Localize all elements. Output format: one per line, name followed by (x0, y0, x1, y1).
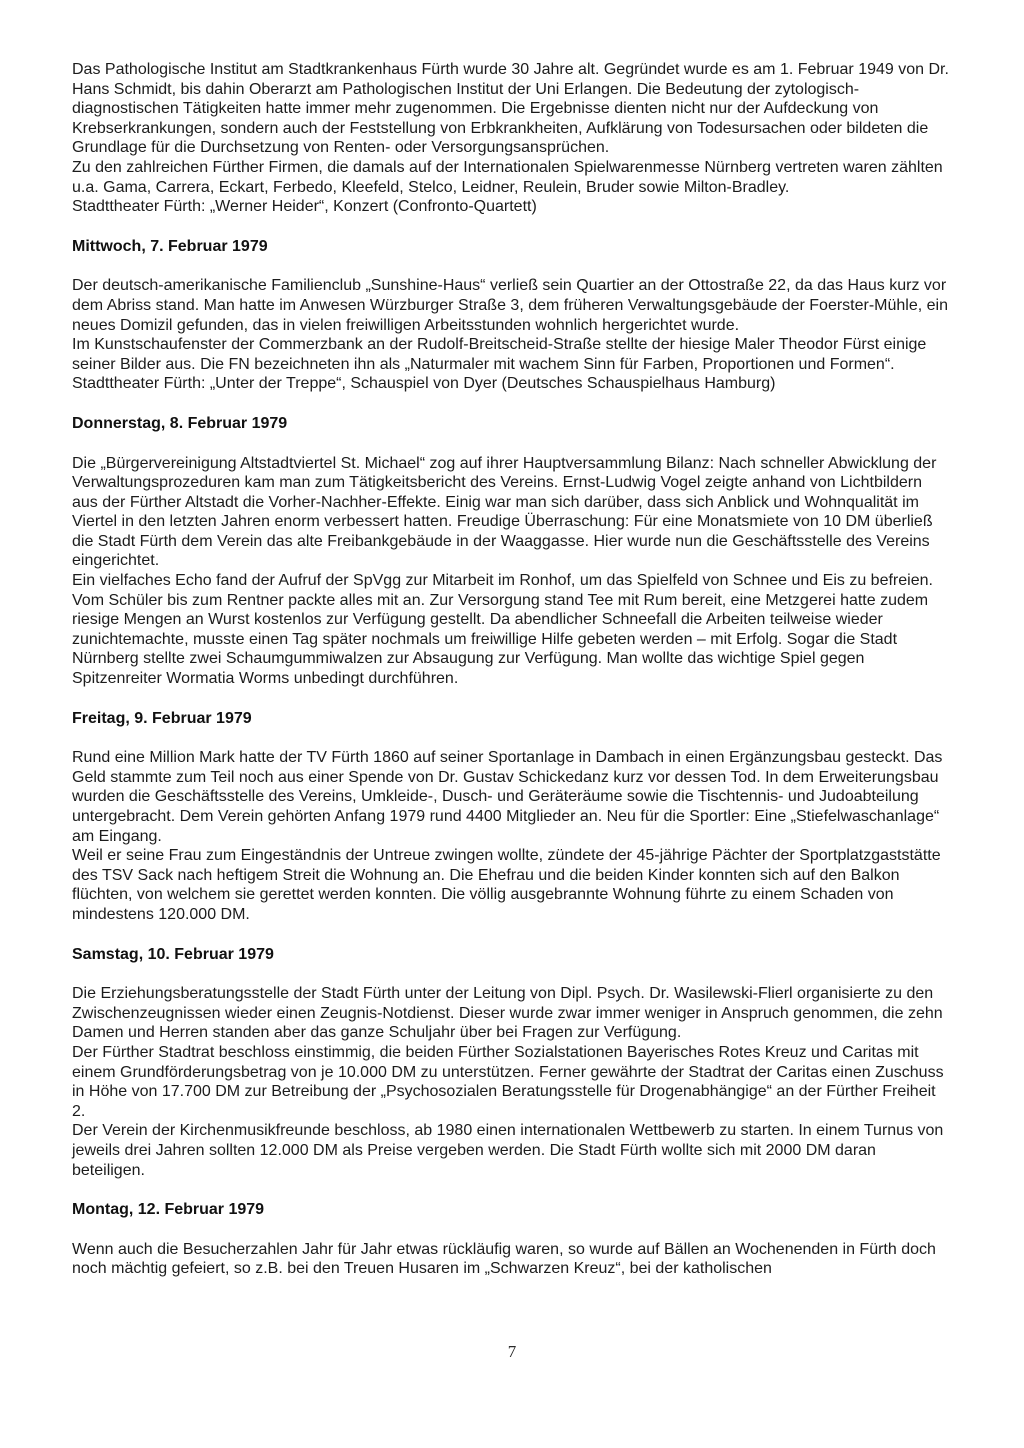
paragraph: Zu den zahlreichen Fürther Firmen, die damals auf der Internationalen Spielwarenmesse Nürnberg vertreten waren zählten u.a. Gama, Carrera, Eckart, Ferbedo, Kleefeld, Stelco, Leidner, Reulein, Bruder sowie Milton-Bradley. (72, 158, 943, 196)
paragraph: Der Fürther Stadtrat beschloss einstimmig, die beiden Fürther Sozialstationen Bayerisches Rotes Kreuz und Caritas mit einem Grundförderungsbetrag von je 10.000 DM zu unterstützen. Ferner gewährte der Stadtrat der Caritas einen Zuschuss in Höhe von 17.700 DM zur Betreibung der „Psychosozialen Beratungsstelle für Drogenabhängige“ an der Fürther Freiheit 2. (72, 1043, 944, 1120)
paragraph: Die Erziehungsberatungsstelle der Stadt Fürth unter der Leitung von Dipl. Psych. Dr. Wasilewski-Flierl organisierte zu den Zwischenzeugnissen wieder einen Zeugnis-Notdienst. Dieser wurde zwar immer weniger in Anspruch genommen, die zehn Damen und Herren standen aber das ganze Schuljahr über bei Fragen zur Verfügung. (72, 985, 943, 1042)
section-heading-donnerstag: Donnerstag, 8. Februar 1979 (72, 414, 288, 432)
paragraph: Der deutsch-amerikanische Familienclub „Sunshine-Haus“ verließ sein Quartier an der Ottostraße 22, da das Haus kurz vor dem Abriss stand. Man hatte im Anwesen Würzburger Straße 3, dem früheren Verwaltungsgebäude der Foerster-Mühle, ein neues Domizil gefunden, das in vielen freiwilligen Arbeitsstunden wohnlich hergerichtet wurde. (72, 277, 948, 334)
paragraph: Stadttheater Fürth: „Unter der Treppe“, Schauspiel von Dyer (Deutsches Schauspielhaus Hamburg) (72, 375, 776, 393)
section-heading-montag: Montag, 12. Februar 1979 (72, 1201, 265, 1219)
paragraph: Die „Bürgervereinigung Altstadtviertel St. Michael“ zog auf ihrer Hauptversammlung Bilanz: Nach schneller Abwicklung der Verwaltungsprozeduren kam man zum Tätigkeitsbericht des Vereins. Ernst-Ludwig Vogel zeigte anhand von Lichtbildern aus der Fürther Altstadt die Vorher-Nachher-Effekte. Einig war man sich darüber, dass sich Anblick und Wohnqualität im Viertel in den letzten Jahren enorm verbessert hatten. Freudige Überraschung: Für eine Monatsmiete von 10 DM überließ die Stadt Fürth dem Verein das alte Freibankgebäude in der Waaggasse. Hier wurde nun die Geschäftsstelle des Vereins eingerichtet. (72, 454, 937, 570)
paragraph: Das Pathologische Institut am Stadtkrankenhaus Fürth wurde 30 Jahre alt. Gegründet wurde es am 1. Februar 1949 von Dr. Hans Schmidt, bis dahin Oberarzt am Pathologischen Institut der Uni Erlangen. Die Bedeutung der zytologisch-diagnostischen Tätigkeiten hatte immer mehr zugenommen. Die Ergebnisse dienten nicht nur der Aufdeckung von Krebserkrankungen, sondern auch der Feststellung von Erbkrankheiten, Aufklärung von Todesursachen oder bildeten die Grundlage für die Durchsetzung von Renten- oder Versorgungsansprüchen. (72, 61, 949, 157)
paragraph: Rund eine Million Mark hatte der TV Fürth 1860 auf seiner Sportanlage in Dambach in einen Ergänzungsbau gesteckt. Das Geld stammte zum Teil noch aus einer Spende von Dr. Gustav Schickedanz kurz vor dessen Tod. In dem Erweiterungsbau wurden die Geschäftsstelle des Vereins, Umkleide-, Dusch- und Geräteräume sowie die Tischtennis- und Judoabteilung untergebracht. Dem Verein gehörten Anfang 1979 rund 4400 Mitglieder an. Neu für die Sportler: Eine „Stiefelwaschanlage“ am Eingang. (72, 749, 943, 845)
paragraph: Wenn auch die Besucherzahlen Jahr für Jahr etwas rückläufig waren, so wurde auf Bällen an Wochenenden in Fürth doch noch mächtig gefeiert, so z.B. bei den Treuen Husaren im „Schwarzen Kreuz“, bei der katholischen (72, 1240, 936, 1278)
paragraph: Weil er seine Frau zum Eingeständnis der Untreue zwingen wollte, zündete der 45-jährige Pächter der Sportplatzgaststätte des TSV Sack nach heftigem Streit die Wohnung an. Die Ehefrau und die beiden Kinder konnten sich auf den Balkon flüchten, von welchem sie gerettet werden konnten. Die völlig ausgebrannte Wohnung führte zu einem Schaden von mindestens 120.000 DM. (72, 847, 941, 923)
section-heading-samstag: Samstag, 10. Februar 1979 (72, 945, 274, 963)
paragraph: Der Verein der Kirchenmusikfreunde beschloss, ab 1980 einen internationalen Wettbewerb zu starten. In einem Turnus von jeweils drei Jahren sollten 12.000 DM als Preise vergeben werden. Die Stadt Fürth wollte sich mit 2000 DM daran beteiligen. (72, 1122, 944, 1179)
page-number: 7 (507, 1342, 517, 1361)
paragraph: Stadttheater Fürth: „Werner Heider“, Konzert (Confronto-Quartett) (72, 198, 537, 216)
section-heading-mittwoch: Mittwoch, 7. Februar 1979 (72, 237, 268, 255)
paragraph: Ein vielfaches Echo fand der Aufruf der SpVgg zur Mitarbeit im Ronhof, um das Spielfeld von Schnee und Eis zu befreien. Vom Schüler bis zum Rentner packte alles mit an. Zur Versorgung stand Tee mit Rum bereit, eine Metzgerei hatte zudem riesige Mengen an Wurst kostenlos zur Verfügung gestellt. Da abendlicher Schneefall die Arbeiten teilweise wieder zunichtemachte, musste einen Tag später nochmals um freiwillige Hilfe gebeten werden – mit Erfolg. Sogar die Stadt Nürnberg stellte zwei Schaumgummiwalzen zur Absaugung zur Verfügung. Man wollte das wichtige Spiel gegen Spitzenreiter Wormatia Worms unbedingt durchführen. (72, 572, 933, 688)
text-column (72, 60, 952, 1279)
section-heading-freitag: Freitag, 9. Februar 1979 (72, 709, 252, 727)
paragraph: Im Kunstschaufenster der Commerzbank an der Rudolf-Breitscheid-Straße stellte der hiesige Maler Theodor Fürst einige seiner Bilder aus. Die FN bezeichneten ihn als „Naturmaler mit wachem Sinn für Farben, Proportionen und Formen“. (72, 336, 927, 373)
